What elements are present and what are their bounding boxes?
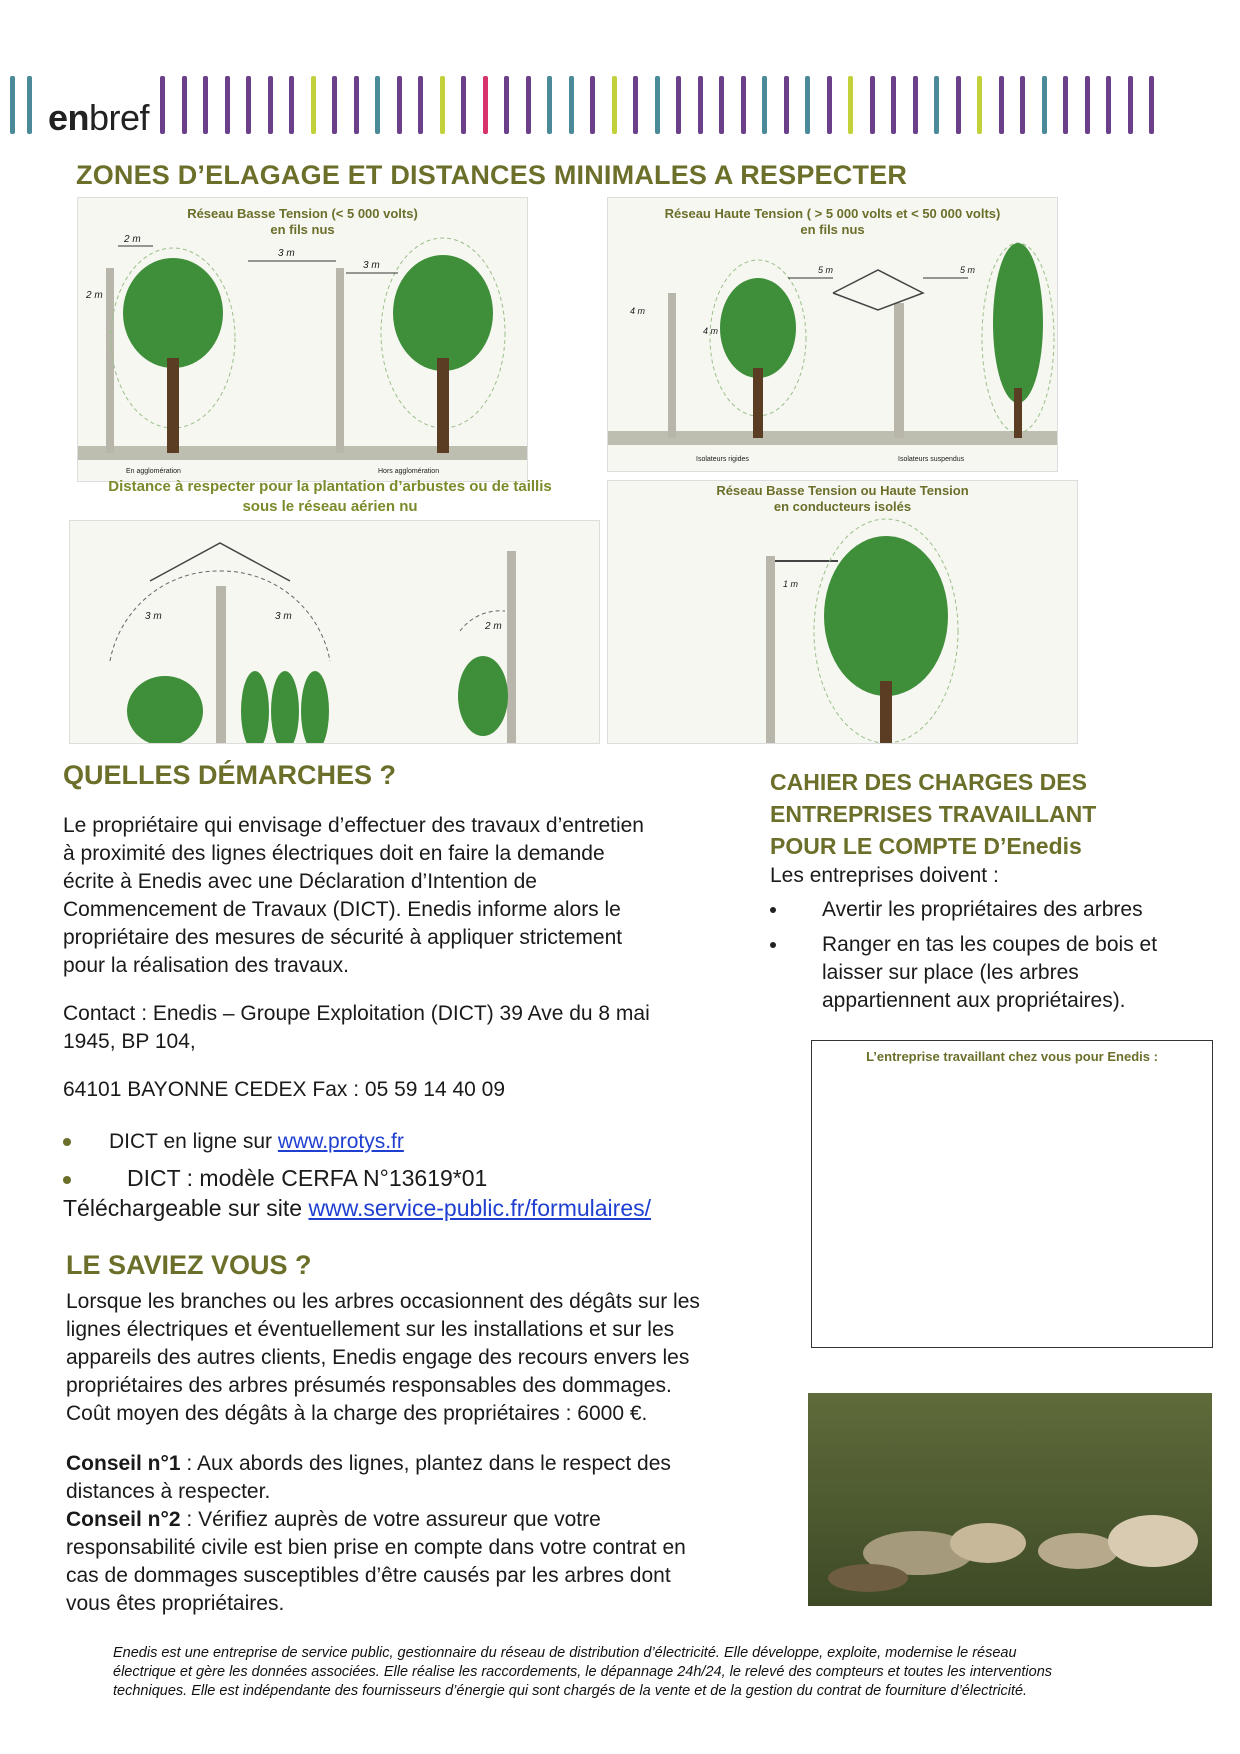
demarches-line: propriétaire des mesures de sécurité à appliquer strictement [63, 926, 623, 949]
conseil2-line: responsabilité civile est bien prise en compte dans votre contrat en [66, 1536, 686, 1559]
diagram-ht-label-right: Isolateurs suspendus [898, 456, 965, 463]
diagram-ht-dist-4: 5 m [960, 265, 976, 275]
diagram-ht-dist-3: 5 m [818, 265, 834, 275]
diagram-iso-title-1: Réseau Basse Tension ou Haute Tension [716, 483, 969, 498]
diagram-ht-dist-1: 4 m [630, 306, 646, 316]
header-bar [547, 76, 552, 134]
header-bar [182, 76, 187, 134]
header-bar [934, 76, 939, 134]
header-bar [956, 76, 961, 134]
diagram-ht-title-1: Réseau Haute Tension ( > 5 000 volts et < 50 000 volts) [664, 206, 1001, 221]
diagram-bt-dist-4: 2 m [86, 290, 103, 301]
cahier-title: CAHIER DES CHARGES DES ENTREPRISES TRAVAILLANT POUR LE COMPTE D’Enedis [770, 769, 1097, 859]
cahier-bullet-ranger: Ranger en tas les coupes de bois et laisser sur place (les arbres appartiennent aux propriétaires). [770, 931, 1157, 1015]
header-bar [1020, 76, 1025, 134]
diagram-arbustes-drawing [70, 521, 599, 743]
diagram-bt-label-right: Hors agglomération [378, 468, 440, 475]
conseil2-line: cas de dommages susceptibles d’être causés par les arbres dont [66, 1564, 671, 1587]
header-bar [1106, 76, 1111, 134]
header-bar [848, 76, 853, 134]
bullet-dot-icon [63, 1176, 71, 1184]
footer-line: Enedis est une entreprise de service public, gestionnaire du réseau de distribution d’électricité. Elle développe, exploite, modernise le réseau [113, 1645, 1017, 1661]
header-bar [246, 76, 251, 134]
conseil-2: Conseil n°2 : Vérifiez auprès de votre assureur que votre responsabilité civile est bien prise en compte dans votre contrat en cas de dommages susceptibles d’être causés par les arbres dont vous êtes propriétaires. [66, 1506, 786, 1618]
diagram-basse-tension [77, 197, 528, 482]
diagram-haute-tension [607, 197, 1058, 472]
demarches-bullet-dict-online: DICT en ligne sur www.protys.fr [63, 1128, 404, 1156]
header-bar [999, 76, 1004, 134]
header-bar [590, 76, 595, 134]
header-bar [676, 76, 681, 134]
demarches-paragraph [63, 812, 753, 980]
header-bar [1149, 76, 1154, 134]
diagram-arbustes [69, 520, 600, 744]
header-bar [268, 76, 273, 134]
header-bar [762, 76, 767, 134]
header-bar [483, 76, 488, 134]
header-bar [375, 76, 380, 134]
saviez-line: propriétaires des arbres présumés responsables des dommages. [66, 1374, 672, 1397]
header-bar [27, 76, 32, 134]
demarches-contact: Contact : Enedis – Groupe Exploitation (DICT) 39 Ave du 8 mai 1945, BP 104, [63, 1002, 650, 1053]
header-bar [805, 76, 810, 134]
cut-wood-photo-drawing [808, 1393, 1212, 1606]
demarches-line: pour la réalisation des travaux. [63, 954, 349, 977]
diagram-ht-dist-2: 4 m [703, 326, 719, 336]
diagram-ht-title-2: en fils nus [800, 222, 865, 237]
diagram-bt-dist-3: 3 m [363, 260, 380, 271]
footer-line: électrique et gère les données associées. Elle réalise les raccordements, le dépannage 24h/24, le relevé des compteurs et toutes les interventions [113, 1664, 1053, 1680]
enterprise-box-label: L’entreprise travaillant chez vous pour Enedis : [866, 1049, 1158, 1064]
bullet-dot-icon [770, 942, 776, 948]
saviez-paragraph [66, 1288, 786, 1428]
saviez-title: LE SAVIEZ VOUS ? [66, 1250, 312, 1280]
header-bar [160, 76, 165, 134]
header-bar [203, 76, 208, 134]
demarches-line: écrite à Enedis avec une Déclaration d’Intention de [63, 870, 537, 893]
diagram-bt-drawing [78, 198, 527, 481]
plantation-caption: Distance à respecter pour la plantation d’arbustes ou de taillis sous le réseau aérien nu [108, 478, 552, 515]
diagram-iso-drawing [608, 481, 1077, 743]
header-bar [1085, 76, 1090, 134]
header-bar [289, 76, 294, 134]
header-bar [225, 76, 230, 134]
service-public-link[interactable]: www.service-public.fr/formulaires/ [308, 1195, 651, 1221]
diagram-iso-title-2: en conducteurs isolés [773, 499, 912, 514]
protys-link[interactable]: www.protys.fr [277, 1130, 404, 1153]
demarches-line: Commencement de Travaux (DICT). Enedis informe alors le [63, 898, 621, 921]
footer-note [113, 1644, 1203, 1701]
header-bar [698, 76, 703, 134]
header-bar [870, 76, 875, 134]
header-bar [719, 76, 724, 134]
cahier-intro: Les entreprises doivent : [770, 864, 999, 887]
demarches-bullet-cerfa: DICT : modèle CERFA N°13619*01 [63, 1164, 487, 1192]
header-bar [397, 76, 402, 134]
cahier-bullet-avertir: Avertir les propriétaires des arbres [770, 896, 1143, 924]
header-bar [612, 76, 617, 134]
header-bar [440, 76, 445, 134]
header-bar [784, 76, 789, 134]
footer-line: techniques. Elle est indépendante des fournisseurs d’énergie qui sont chargés de la vente et de la gestion du contrat de fourniture d’électricité. [113, 1683, 1028, 1699]
diagram-ht-label-left: Isolateurs rigides [696, 456, 749, 463]
enterprise-box [811, 1040, 1213, 1348]
saviez-line: lignes électriques et éventuellement sur les installations et sur les [66, 1318, 675, 1341]
saviez-line: Coût moyen des dégâts à la charge des propriétaires : 6000 €. [66, 1402, 648, 1425]
demarches-title: QUELLES DÉMARCHES ? [63, 760, 397, 790]
demarches-address: 64101 BAYONNE CEDEX Fax : 05 59 14 40 09 [63, 1078, 506, 1101]
header-bar [526, 76, 531, 134]
diagram-iso-dist-1: 1 m [783, 579, 799, 589]
header-bar [1042, 76, 1047, 134]
header-bar [569, 76, 574, 134]
saviez-line: appareils des autres clients, Enedis engage des recours envers les [66, 1346, 690, 1369]
diagram-ht-drawing [608, 198, 1057, 471]
saviez-line: Lorsque les branches ou les arbres occasionnent des dégâts sur les [66, 1290, 700, 1313]
header-bar [741, 76, 746, 134]
header-bar [913, 76, 918, 134]
header-bar [461, 76, 466, 134]
header-bar [10, 76, 15, 134]
page-title: ZONES D’ELAGAGE ET DISTANCES MINIMALES A RESPECTER [76, 160, 908, 190]
conseil-1: Conseil n°1 : Aux abords des lignes, plantez dans le respect des distances à respecter. [66, 1452, 671, 1503]
diagram-bt-dist-1: 2 m [124, 234, 141, 245]
header-color-bars [10, 76, 1200, 134]
header-bar [354, 76, 359, 134]
diagram-bt-title-1: Réseau Basse Tension (< 5 000 volts) [187, 206, 418, 221]
logo-enbref: enbref [48, 97, 150, 138]
header-bar [1128, 76, 1133, 134]
conseil2-line: vous êtes propriétaires. [66, 1592, 285, 1615]
diagram-arbustes-dist-2: 3 m [275, 611, 292, 622]
diagram-bt-dist-2: 3 m [278, 248, 295, 259]
header-bar [655, 76, 660, 134]
diagram-conducteurs-isoles [607, 480, 1078, 744]
header-bar [827, 76, 832, 134]
header-bar [504, 76, 509, 134]
header-bar [891, 76, 896, 134]
bullet-dot-icon [63, 1138, 71, 1146]
demarches-line: Le propriétaire qui envisage d’effectuer des travaux d’entretien [63, 814, 644, 837]
header-bar [418, 76, 423, 134]
diagram-bt-title-2: en fils nus [270, 222, 335, 237]
header-bar [633, 76, 638, 134]
header-bar [1063, 76, 1068, 134]
diagram-arbustes-dist-1: 3 m [145, 611, 162, 622]
header-bar [332, 76, 337, 134]
diagram-arbustes-dist-3: 2 m [485, 621, 502, 632]
diagram-bt-label-left: En agglomération [126, 468, 181, 475]
cut-wood-photo [808, 1393, 1212, 1606]
header-bar [311, 76, 316, 134]
demarches-download: Téléchargeable sur site www.service-public.fr/formulaires/ [63, 1195, 651, 1221]
demarches-line: à proximité des lignes électriques doit en faire la demande [63, 842, 605, 865]
header-bar [977, 76, 982, 134]
bullet-dot-icon [770, 907, 776, 913]
